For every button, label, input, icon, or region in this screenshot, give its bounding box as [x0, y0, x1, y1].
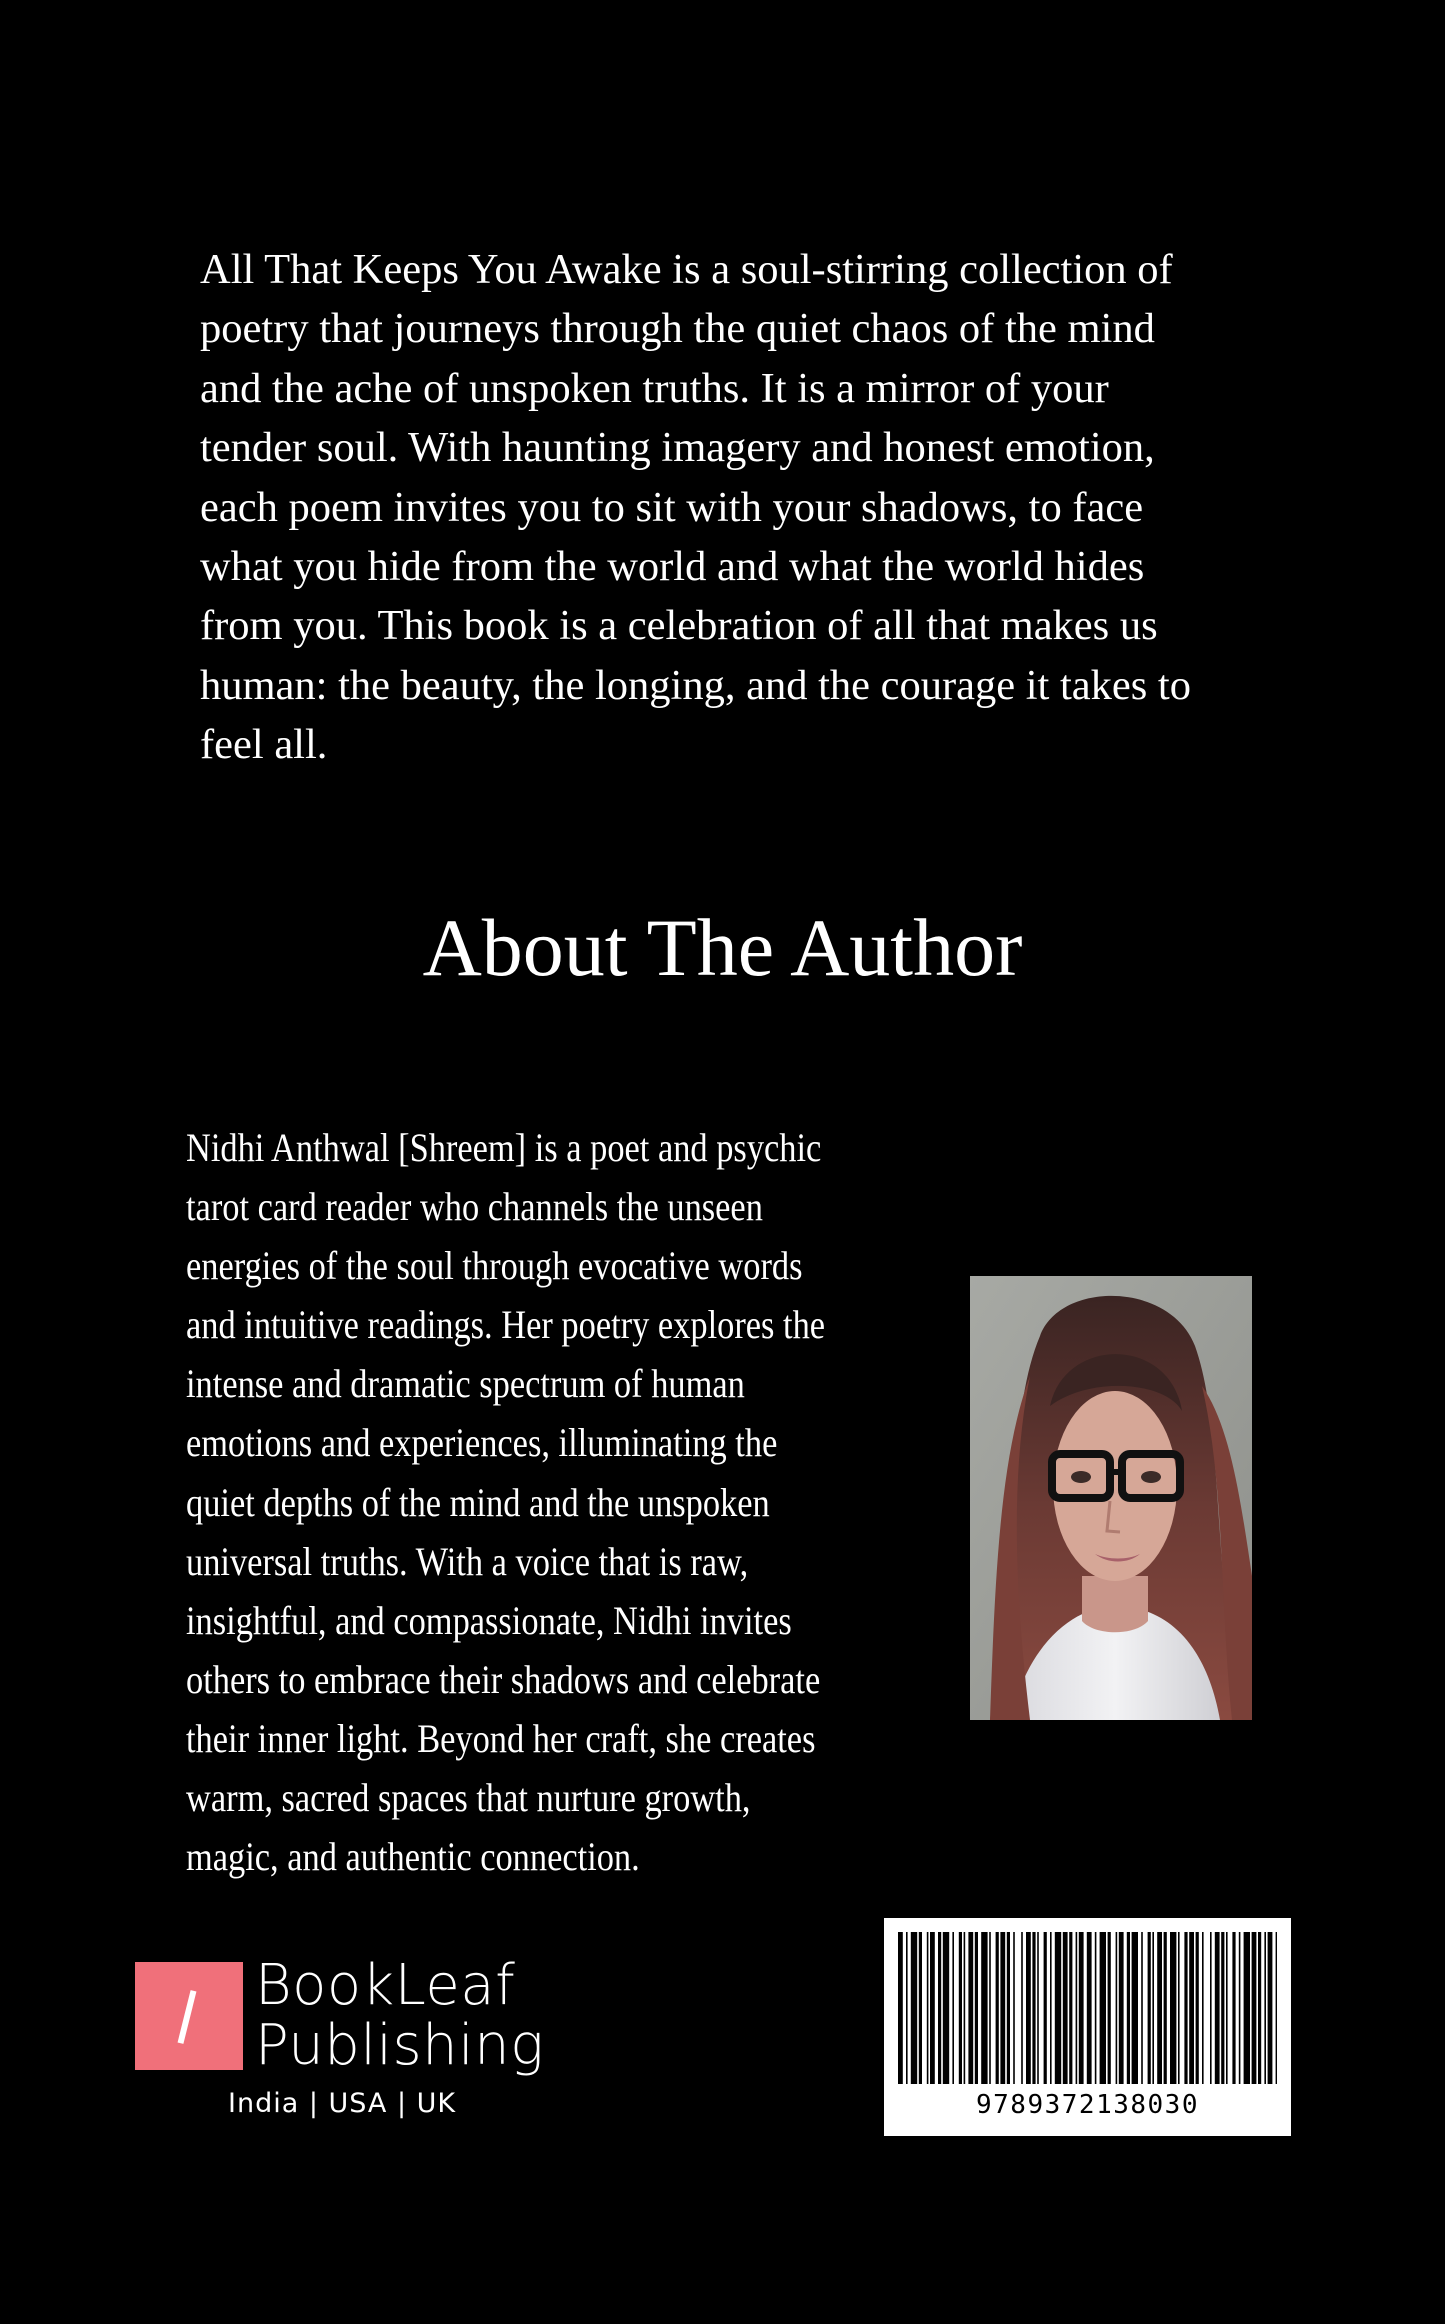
- blurb-line: tender soul. With haunting imagery and honest emotion,: [200, 424, 1155, 472]
- barcode-bar: [1079, 1932, 1084, 2084]
- barcode-bar: [1108, 1932, 1111, 2084]
- barcode-bar: [930, 1932, 935, 2084]
- barcode-bar: [1069, 1932, 1072, 2084]
- bio-line: emotions and experiences, illuminating the: [186, 1420, 778, 1466]
- barcode-bar: [1239, 1932, 1241, 2084]
- barcode-bar: [1116, 1932, 1118, 2084]
- barcode-bar: [1032, 1932, 1035, 2084]
- barcode-bar: [911, 1932, 917, 2084]
- blurb-line: from you. This book is a celebration of all that makes us: [200, 602, 1158, 650]
- barcode-bar: [1013, 1932, 1015, 2084]
- barcode-bar: [919, 1932, 922, 2084]
- bio-line: energies of the soul through evocative words: [186, 1243, 803, 1289]
- bio-line: their inner light. Beyond her craft, she creates: [186, 1715, 816, 1761]
- barcode-bar: [1148, 1932, 1151, 2084]
- barcode-bar: [1119, 1932, 1124, 2084]
- blurb-line: what you hide from the world and what the world hides: [200, 543, 1145, 591]
- barcode-bar: [1000, 1932, 1005, 2084]
- barcode-bar: [1184, 1932, 1187, 2084]
- slash-icon: [135, 1962, 243, 2070]
- isbn-number: 9789372138030: [976, 2090, 1199, 2120]
- blurb-line: All That Keeps You Awake is a soul-stirring collection of: [200, 246, 1173, 293]
- barcode-bar: [1244, 1932, 1250, 2084]
- barcode-bar: [1226, 1932, 1228, 2084]
- barcode-bar: [981, 1932, 987, 2084]
- barcode-bar: [1210, 1932, 1212, 2084]
- barcode-bar: [1164, 1932, 1167, 2084]
- barcode-bar: [975, 1932, 978, 2084]
- barcode-bar: [1232, 1932, 1235, 2084]
- barcode-bar: [1095, 1932, 1097, 2084]
- publisher-name-line1: BookLeaf: [255, 1953, 516, 2018]
- barcode-bar: [938, 1932, 941, 2084]
- bio-line: universal truths. With a voice that is raw,: [186, 1538, 749, 1584]
- barcode-bar: [1202, 1932, 1204, 2084]
- barcode-bar: [1063, 1932, 1068, 2084]
- barcode-bar: [1221, 1932, 1224, 2084]
- barcode-bar: [964, 1932, 966, 2084]
- isbn-barcode: [884, 1918, 1291, 2136]
- barcode-bar: [898, 1932, 903, 2084]
- barcode-bar: [1026, 1932, 1031, 2084]
- barcode-bar: [1157, 1932, 1162, 2084]
- barcode-bar: [1252, 1932, 1257, 2084]
- barcode-bar: [1196, 1932, 1199, 2084]
- bio-line: magic, and authentic connection.: [186, 1834, 640, 1880]
- barcode-bar: [927, 1932, 929, 2084]
- bio-line: insightful, and compassionate, Nidhi invites: [186, 1597, 792, 1643]
- barcode-bar: [906, 1932, 908, 2084]
- barcode-bar: [1037, 1932, 1039, 2084]
- barcode-bar: [996, 1932, 999, 2084]
- about-author-heading: About The Author: [422, 902, 1023, 993]
- barcode-bar: [1258, 1932, 1261, 2084]
- barcode-bar: [1189, 1932, 1194, 2084]
- blurb-line: feel all.: [200, 721, 328, 769]
- blurb-line: poetry that journeys through the quiet chaos of the mind: [200, 305, 1155, 353]
- barcode-bar: [1132, 1932, 1138, 2084]
- barcode-bar: [1100, 1932, 1106, 2084]
- barcode-bar: [1170, 1932, 1176, 2084]
- author-photo: [970, 1276, 1252, 1720]
- barcode-bar: [1276, 1932, 1277, 2084]
- author-bio: [186, 1118, 826, 1886]
- barcode-bar: [1076, 1932, 1078, 2084]
- barcode-bar: [968, 1932, 973, 2084]
- barcode-bar: [1127, 1932, 1130, 2084]
- barcode-bar: [1268, 1932, 1273, 2084]
- barcode-bar: [1087, 1932, 1092, 2084]
- barcode-bar: [1055, 1932, 1061, 2084]
- blurb-line: each poem invites you to sit with your shadows, to face: [200, 483, 1144, 531]
- barcode-bar: [1044, 1932, 1047, 2084]
- barcode-bar: [1050, 1932, 1052, 2084]
- bio-line: and intuitive readings. Her poetry explores the: [186, 1302, 826, 1348]
- bio-line: warm, sacred spaces that nurture growth,: [186, 1775, 751, 1821]
- barcode-bar: [943, 1932, 949, 2084]
- barcode-bar: [1178, 1932, 1180, 2084]
- barcode-bar: [1007, 1932, 1010, 2084]
- barcode-bar: [1141, 1932, 1143, 2084]
- publisher-name: [255, 1953, 545, 2078]
- barcode-bar: [1152, 1932, 1154, 2084]
- bio-line: Nidhi Anthwal [Shreem] is a poet and psychic: [186, 1125, 822, 1170]
- blurb-line: human: the beauty, the longing, and the courage it takes to: [200, 661, 1191, 709]
- barcode-bar: [1215, 1932, 1220, 2084]
- barcode-bar: [952, 1932, 954, 2084]
- publisher-regions: India | USA | UK: [228, 2088, 457, 2119]
- bio-line: quiet depths of the mind and the unspoken: [186, 1479, 770, 1525]
- barcode-bar: [1264, 1932, 1266, 2084]
- barcode-bar: [989, 1932, 991, 2084]
- book-blurb: [200, 240, 1300, 775]
- blurb-line: and the ache of unspoken truths. It is a mirror of your: [200, 364, 1109, 412]
- publisher-name-line2: Publishing: [255, 2013, 545, 2078]
- barcode-bar: [1021, 1932, 1023, 2084]
- bio-line: tarot card reader who channels the unseen: [186, 1184, 763, 1230]
- bio-line: intense and dramatic spectrum of human: [186, 1361, 745, 1407]
- barcode-bar: [959, 1932, 962, 2084]
- bio-line: others to embrace their shadows and celebrate: [186, 1656, 821, 1702]
